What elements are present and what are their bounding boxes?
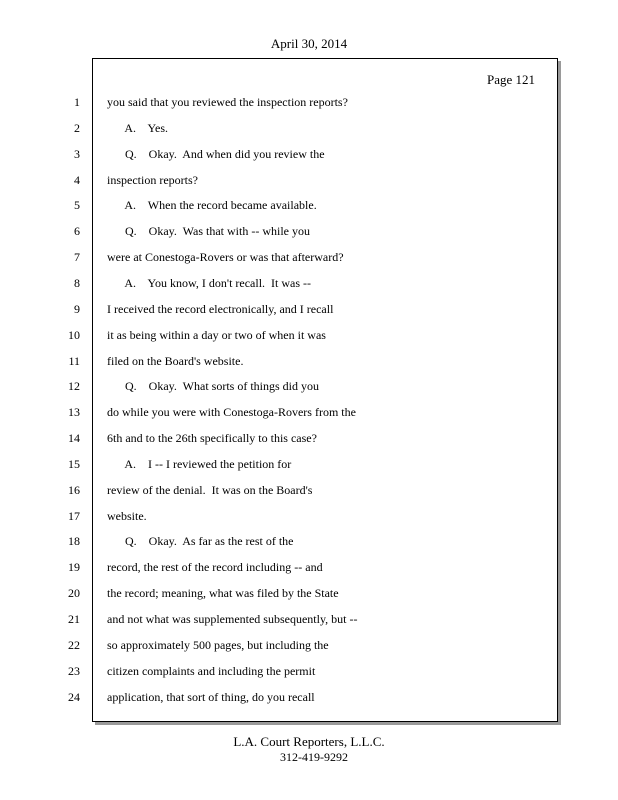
court-reporter-phone: 312-419-9292 [280, 750, 348, 764]
transcript-line-text: and not what was supplemented subsequently, but -- [107, 612, 358, 626]
transcript-line-text: A. Yes. [107, 121, 169, 135]
line-number: 9 [74, 302, 80, 316]
line-number: 16 [68, 483, 80, 497]
transcript-date: April 30, 2014 [270, 36, 348, 51]
line-number: 8 [74, 276, 80, 290]
line-number: 17 [68, 509, 80, 523]
line-number: 7 [74, 250, 80, 264]
line-number: 20 [68, 586, 80, 600]
transcript-line-text: 6th and to the 26th specifically to this case? [107, 431, 317, 445]
transcript-line-text: citizen complaints and including the permit [107, 664, 316, 678]
line-number: 19 [68, 560, 80, 574]
transcript-line-text: you said that you reviewed the inspection reports? [107, 95, 348, 109]
line-number: 2 [74, 121, 80, 135]
transcript-line-text: A. When the record became available. [107, 198, 317, 212]
transcript-line-text: Q. Okay. Was that with -- while you [107, 224, 311, 238]
transcript-line-text: A. I -- I reviewed the petition for [107, 457, 292, 471]
line-number: 13 [68, 405, 80, 419]
line-number: 6 [74, 224, 80, 238]
transcript-line-text: Q. Okay. What sorts of things did you [107, 379, 319, 393]
line-number: 15 [68, 457, 80, 471]
line-number: 24 [68, 690, 80, 704]
transcript-line-text: A. You know, I don't recall. It was -- [107, 276, 312, 290]
transcript-line-text: filed on the Board's website. [107, 354, 244, 368]
line-number: 14 [68, 431, 80, 445]
line-number: 10 [68, 328, 80, 342]
line-number: 22 [68, 638, 80, 652]
transcript-line-text: were at Conestoga-Rovers or was that afterward? [107, 250, 344, 264]
line-number: 1 [74, 95, 80, 109]
page-number: Page 121 [487, 72, 536, 87]
line-number: 11 [68, 354, 80, 368]
line-number: 21 [68, 612, 80, 626]
line-number: 18 [68, 534, 80, 548]
transcript-line-text: Q. Okay. And when did you review the [107, 147, 325, 161]
transcript-line-text: so approximately 500 pages, but including the [107, 638, 329, 652]
transcript-line-text: Q. Okay. As far as the rest of the [107, 534, 294, 548]
transcript-line-text: application, that sort of thing, do you recall [107, 690, 315, 704]
transcript-line-text: inspection reports? [107, 173, 198, 187]
transcript-line-text: do while you were with Conestoga-Rovers from the [107, 405, 356, 419]
transcript-line-text: record, the rest of the record including -- and [107, 560, 323, 574]
line-number: 3 [74, 147, 80, 161]
transcript-line-text: website. [107, 509, 147, 523]
line-number: 12 [68, 379, 80, 393]
line-number: 4 [74, 173, 80, 187]
transcript-line-text: the record; meaning, what was filed by the State [107, 586, 339, 600]
transcript-line-text: review of the denial. It was on the Board's [107, 483, 313, 497]
court-reporter-name: L.A. Court Reporters, L.L.C. [233, 734, 385, 749]
line-number: 5 [74, 198, 80, 212]
transcript-line-text: it as being within a day or two of when it was [107, 328, 326, 342]
transcript-line-text: I received the record electronically, and I recall [107, 302, 334, 316]
line-number: 23 [68, 664, 80, 678]
